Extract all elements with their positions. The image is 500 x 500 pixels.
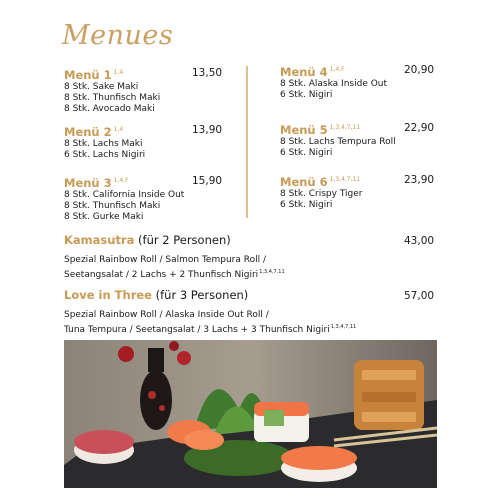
menu-3-item: 8 Stk. Thunfisch Maki [64, 201, 161, 211]
special-note: (für 3 Personen) [155, 288, 249, 302]
menu-6-item: 8 Stk. Crispy Tiger [280, 189, 363, 199]
menu-4-item: 8 Stk. Alaska Inside Out [280, 79, 388, 89]
special-note: (für 2 Personen) [138, 233, 231, 247]
special-kamasutra-price: 43,00 [404, 235, 435, 247]
menu-5-price: 22,90 [404, 122, 435, 134]
menu-6-item: 6 Stk. Nigiri [280, 200, 333, 210]
menu-6-name: Menü 6 $^{1,3,4,7,11}$ [280, 175, 361, 189]
special-love-in-three [64, 288, 444, 336]
menu-6-price: 23,90 [404, 174, 435, 186]
menu-1-price: 13,50 [192, 67, 223, 79]
menu-3-item: 8 Stk. Gurke Maki [64, 212, 144, 222]
menu-2-name: Menü 2 $^{1,4}$ [64, 125, 124, 139]
special-description: Seetangsalat / 2 Lachs + 2 Thunfisch Nigiri$^{1,3,4,7,11}$ [64, 269, 285, 280]
column-divider [246, 66, 248, 218]
menu-2-item: 8 Stk. Lachs Maki [64, 139, 143, 149]
special-love-in-three-price: 57,00 [404, 290, 435, 302]
special-description: Spezial Rainbow Roll / Salmon Tempura Roll / [64, 255, 266, 265]
menu-3-item: 8 Stk. California Inside Out [64, 190, 185, 200]
menu-5-name: Menü 5 $^{1,3,4,7,11}$ [280, 123, 361, 137]
menu-2-item: 6 Stk. Lachs Nigiri [64, 150, 146, 160]
special-heading [64, 288, 444, 303]
special-description: Tuna Tempura / Seetangsalat / 3 Lachs + 3 Thunfisch Nigiri$^{1,3,4,7,11}$ [64, 324, 357, 335]
page-title: Menues [62, 20, 174, 51]
menu-4-name: Menü 4 $^{1,4,F}$ [280, 65, 345, 79]
menu-5-item: 6 Stk. Nigiri [280, 148, 333, 158]
menu-3-name: Menü 3 $^{1,4,F}$ [64, 176, 129, 190]
menu-4-price: 20,90 [404, 64, 435, 76]
menu-1-item: 8 Stk. Thunfisch Maki [64, 93, 161, 103]
special-name: Kamasutra [64, 233, 135, 247]
sushi-platter-photo [64, 340, 437, 488]
menu-1-item: 8 Stk. Avocado Maki [64, 104, 155, 114]
menu-1-name: Menü 1 $^{1,4}$ [64, 68, 124, 82]
menu-1-item: 8 Stk. Sake Maki [64, 82, 139, 92]
menu-4-item: 6 Stk. Nigiri [280, 90, 333, 100]
menu-5-item: 8 Stk. Lachs Tempura Roll [280, 137, 396, 147]
special-name: Love in Three [64, 288, 152, 302]
special-heading [64, 233, 444, 248]
menu-3-price: 15,90 [192, 175, 223, 187]
special-description: Spezial Rainbow Roll / Alaska Inside Out Roll / [64, 310, 269, 320]
menu-2-price: 13,90 [192, 124, 223, 136]
special-kamasutra [64, 233, 444, 281]
